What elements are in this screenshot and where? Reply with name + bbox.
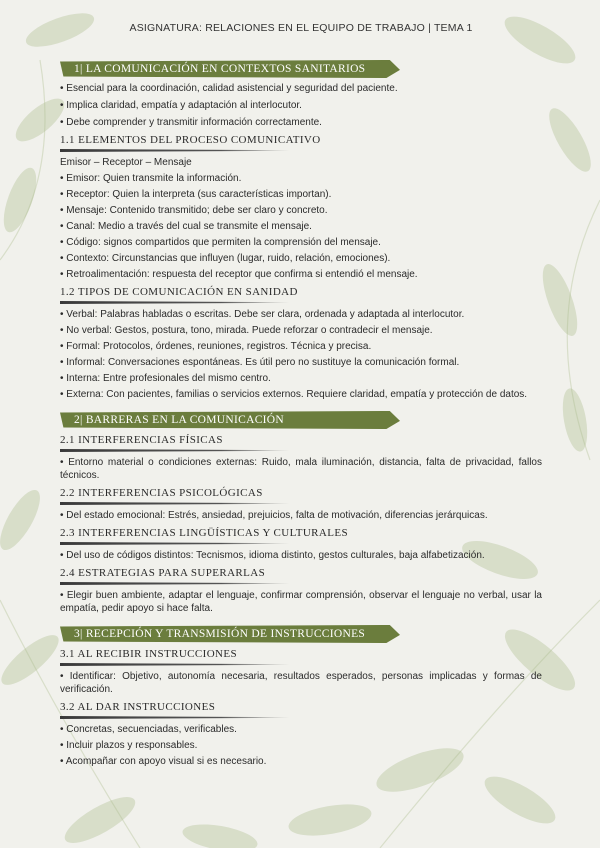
bullet-line: • No verbal: Gestos, postura, tono, mirada. Puede reforzar o contradecir el mensaje. [60,325,433,336]
heading-underline [60,449,290,452]
subsection-title: 1.1 ELEMENTOS DEL PROCESO COMUNICATIVO [60,134,321,146]
subsection-title: 2.1 INTERFERENCIAS FÍSICAS [60,434,223,446]
bullet-line: • Implica claridad, empatía y adaptación al interlocutor. [60,100,302,111]
text-line: Emisor – Receptor – Mensaje [60,157,192,168]
subsection-heading [60,486,290,505]
heading-underline [60,716,290,719]
subsection-title: 2.2 INTERFERENCIAS PSICOLÓGICAS [60,487,263,499]
bullet-line: • Esencial para la coordinación, calidad asistencial y seguridad del paciente. [60,83,398,94]
subsection-title: 3.1 AL RECIBIR INSTRUCCIONES [60,648,238,660]
bullet-line: • Verbal: Palabras habladas o escritas. Debe ser clara, ordenada y adaptada al interlocutor. [60,309,465,320]
bullet-line: • Código: signos compartidos que permiten la comprensión del mensaje. [60,237,381,248]
bullet-line: • Retroalimentación: respuesta del receptor que confirma si entendió el mensaje. [60,269,418,280]
subsection-heading [60,433,290,452]
bullet-line: • Del estado emocional: Estrés, ansiedad, prejuicios, falta de motivación, diferencias jerárquicas. [60,510,488,521]
heading-underline [60,502,290,505]
bullet-line: • Concretas, secuenciadas, verificables. [60,724,237,735]
bullet-line: • Contexto: Circunstancias que influyen (lugar, ruido, relación, emociones). [60,253,391,264]
bullet-line: • Informal: Conversaciones espontáneas. Es útil pero no sustituye la comunicación formal. [60,357,460,368]
bullet-line: • Canal: Medio a través del cual se transmite el mensaje. [60,221,312,232]
section-banner-2 [60,411,400,429]
section-title: 3| RECEPCIÓN Y TRANSMISIÓN DE INSTRUCCIONES [74,628,366,640]
subsection-title: 1.2 TIPOS DE COMUNICACIÓN EN SANIDAD [60,286,298,298]
bullet-line: • Entorno material o condiciones externas: Ruido, mala iluminación, distancia, falta de privacidad, fallos técnicos. [60,457,542,481]
subsection-heading [60,133,321,152]
section-title: 2| BARRERAS EN LA COMUNICACIÓN [74,414,285,426]
bullet-line: • Acompañar con apoyo visual si es necesario. [60,756,267,767]
heading-underline [60,582,290,585]
page-header: ASIGNATURA: RELACIONES EN EL EQUIPO DE TRABAJO | TEMA 1 [129,22,473,34]
bullet-line: • Externa: Con pacientes, familias o servicios externos. Requiere claridad, empatía y protección de datos. [60,389,528,400]
section-banner-1 [60,60,400,78]
bullet-line: • Del uso de códigos distintos: Tecnismos, idioma distinto, gestos culturales, baja alfabetización. [60,550,485,561]
subsection-heading [60,647,290,666]
bullet-line: • Interna: Entre profesionales del mismo centro. [60,373,271,384]
subsection-title: 2.4 ESTRATEGIAS PARA SUPERARLAS [60,567,266,579]
bullet-line: • Elegir buen ambiente, adaptar el lenguaje, confirmar comprensión, observar el lenguaje no verbal, usar la empatía, pedir apoyo si hace falta. [60,590,542,614]
heading-underline [60,663,290,666]
subsection-title: 3.2 AL DAR INSTRUCCIONES [60,701,216,713]
heading-underline [60,542,290,545]
bullet-line: • Receptor: Quien la interpreta (sus características importan). [60,189,332,200]
bullet-line: • Emisor: Quien transmite la información. [60,173,242,184]
bullet-line: • Formal: Protocolos, órdenes, reuniones, registros. Técnica y precisa. [60,341,372,352]
heading-underline [60,149,290,152]
heading-underline [60,301,290,304]
subsection-heading [60,526,349,545]
bullet-line: • Identificar: Objetivo, autonomía necesaria, resultados esperados, personas implicadas y formas de verificación. [60,671,542,695]
bullet-line: • Mensaje: Contenido transmitido; debe ser claro y concreto. [60,205,328,216]
subsection-heading [60,700,290,719]
bullet-line: • Incluir plazos y responsables. [60,740,198,751]
subsection-title: 2.3 INTERFERENCIAS LINGÜÍSTICAS Y CULTURALES [60,527,349,539]
subsection-heading [60,285,298,304]
bullet-line: • Debe comprender y transmitir información correctamente. [60,117,322,128]
subsection-heading [60,566,290,585]
section-title: 1| LA COMUNICACIÓN EN CONTEXTOS SANITARIOS [74,63,366,75]
section-banner-3 [60,625,400,643]
